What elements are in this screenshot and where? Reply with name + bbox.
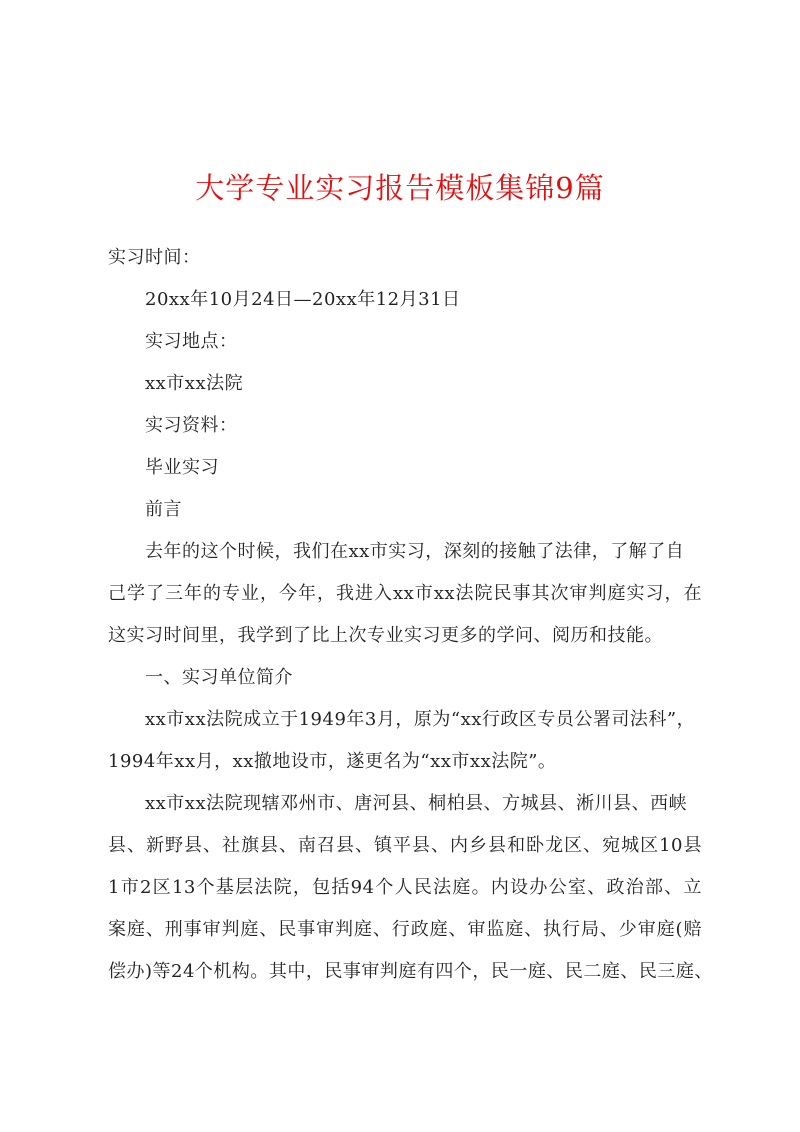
label-internship-location: 实习地点：	[145, 331, 238, 352]
internship-time-value: 20xx年10月24日—20xx年12月31日	[145, 289, 461, 310]
section-heading-preface: 前言	[145, 499, 182, 520]
paragraph-line: 这实习时间里，我学到了比上次专业实习更多的学问、阅历和技能。	[108, 625, 663, 646]
section-heading-unit-intro: 一、实习单位简介	[145, 667, 293, 688]
paragraph-line: 案庭、刑事审判庭、民事审判庭、行政庭、审监庭、执行局、少审庭(赔	[108, 919, 702, 940]
paragraph-line: xx市xx法院现辖邓州市、唐河县、桐柏县、方城县、淅川县、西峡	[145, 793, 688, 814]
paragraph-line: 己学了三年的专业，今年，我进入xx市xx法院民事其次审判庭实习，在	[108, 583, 702, 604]
paragraph-line: 偿办)等24个机构。其中，民事审判庭有四个，民一庭、民二庭、民三庭、	[108, 961, 713, 982]
paragraph-line: 去年的这个时候，我们在xx市实习，深刻的接触了法律，了解了自	[145, 541, 685, 562]
internship-location-value: xx市xx法院	[145, 373, 244, 394]
internship-material-value: 毕业实习	[145, 457, 219, 478]
label-internship-material: 实习资料：	[145, 415, 238, 436]
paragraph-line: 县、新野县、社旗县、南召县、镇平县、内乡县和卧龙区、宛城区10县	[108, 835, 702, 856]
paragraph-line: 1994年xx月，xx撤地设市，遂更名为“xx市xx法院”。	[108, 751, 557, 772]
paragraph-line: xx市xx法院成立于1949年3月，原为“xx行政区专员公署司法科”，	[145, 709, 696, 730]
label-internship-time: 实习时间：	[108, 247, 201, 268]
paragraph-line: 1市2区13个基层法院，包括94个人民法庭。内设办公室、政治部、立	[108, 877, 702, 898]
document-title: 大学专业实习报告模板集锦9篇	[195, 171, 605, 205]
